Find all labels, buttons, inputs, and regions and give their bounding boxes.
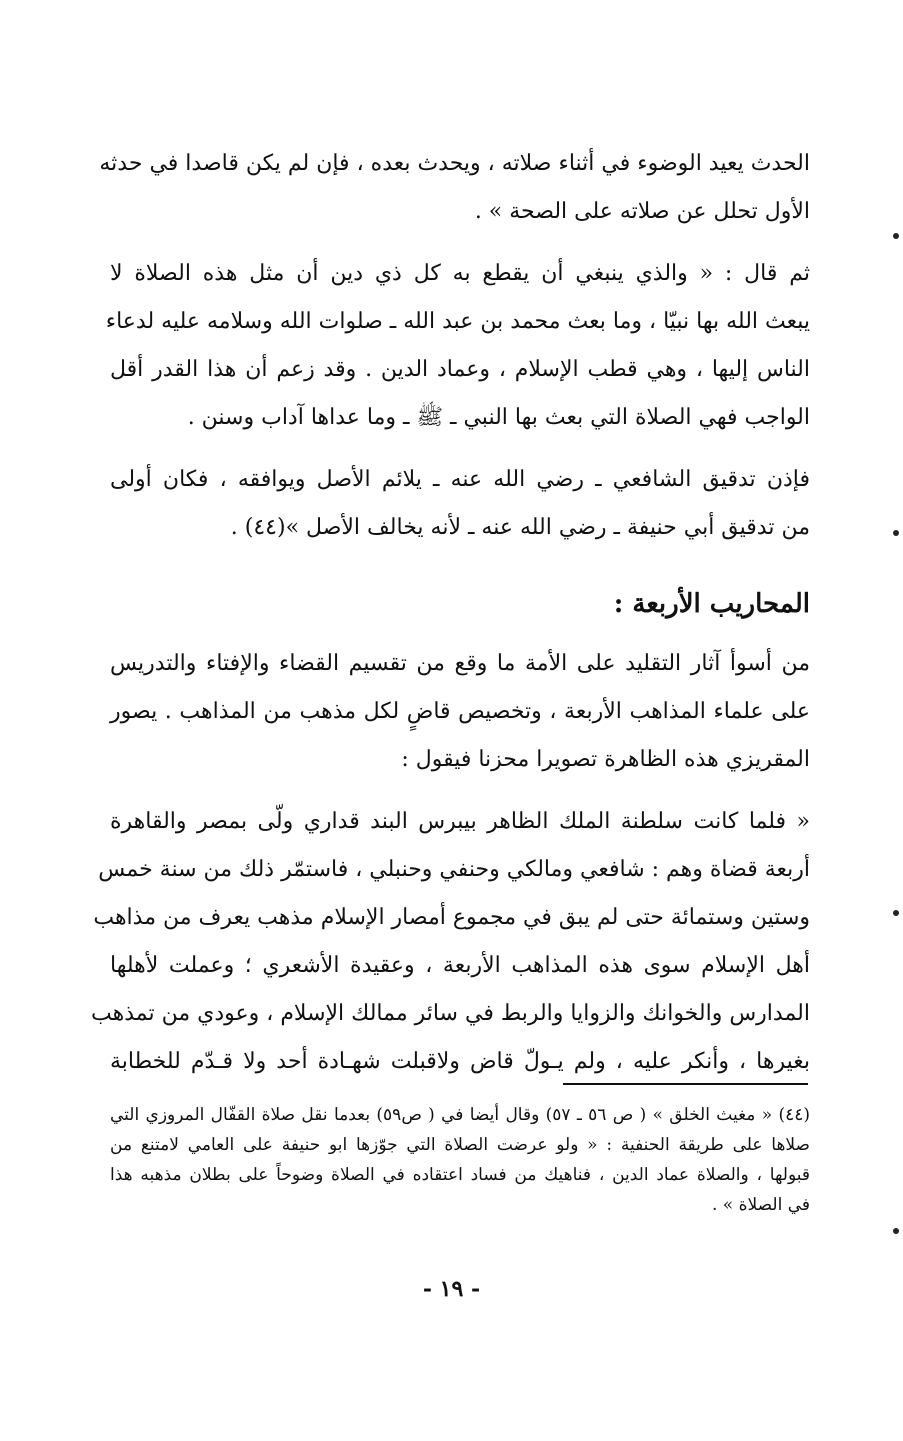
text-line: الأول تحلل عن صلاته على الصحة » . — [474, 199, 810, 224]
footnote — [110, 1100, 810, 1220]
footnote-line: (٤٤) « مغيث الخلق » ( ص ٥٦ ـ ٥٧) وقال أيضا في ( ص٥٩) بعدما نقل صلاة القفّال المروزي التي — [110, 1105, 810, 1125]
text-line: بغيرها ، وأنكر عليه ، ولم يـولّ قاض ولاقبلت شهـادة أحد ولا قـدّم للخطابة — [110, 1049, 810, 1074]
scan-mark — [893, 910, 899, 916]
footnote-line: في الصلاة » . — [711, 1195, 810, 1215]
footnote-line: قبولها ، والصلاة عماد الدين ، فناهيك من فساد اعتقاده في الصلاة وضوحاً على بطلان مذهبه هذا — [110, 1165, 810, 1185]
text-line: أربعة قضاة وهم : شافعي ومالكي وحنفي وحنبلي ، فاستمّر ذلك من سنة خمس — [98, 857, 810, 882]
footnote-line: صلاها على طريقة الحنفية : « ولو عرضت الصلاة التي جوّزها ابو حنيفة على العامي لامتنع من — [110, 1135, 810, 1155]
scan-mark — [893, 530, 899, 536]
paragraph — [90, 798, 810, 1086]
paragraph — [105, 250, 810, 442]
scan-mark — [893, 1228, 899, 1234]
page-number: - ١٩ - — [422, 1276, 481, 1302]
text-line: وستين وستمائة حتى لم يبق في مجموع أمصار الإسلام مذهب يعرف من مذاهب — [93, 905, 810, 930]
main-text — [90, 140, 810, 1100]
text-line: « فلما كانت سلطنة الملك الظاهر بيبرس البند قداري ولّى بمصر والقاهرة — [110, 809, 810, 834]
text-line: من تدقيق أبي حنيفة ـ رضي الله عنه ـ لأنه يخالف الأصل »(٤٤) . — [230, 515, 810, 540]
paragraph — [99, 140, 810, 236]
text-line: الناس إليها ، وهي قطب الإسلام ، وعماد الدين . وقد زعم أن هذا القدر أقل — [110, 357, 810, 382]
text-line: على علماء المذاهب الأربعة ، وتخصيص قاضٍ لكل مذهب من المذاهب . يصور — [110, 699, 810, 724]
text-line: المدارس والخوانك والزوايا والربط في سائر ممالك الإسلام ، وعودي من تمذهب — [90, 1001, 810, 1026]
text-line: من أسوأ آثار التقليد على الأمة ما وقع من تقسيم القضاء والإفتاء والتدريس — [110, 651, 810, 676]
text-line: يبعث الله بها نبيّا ، وما بعث محمد بن عبد الله ـ صلوات الله وسلامه عليه لدعاء — [105, 309, 810, 334]
section-heading: المحاريب الأربعة : — [613, 589, 810, 619]
text-line: ثم قال : « والذي ينبغي أن يقطع به كل ذي دين أن مثل هذه الصلاة لا — [110, 261, 810, 286]
text-line: أهل الإسلام سوى هذه المذاهب الأربعة ، وعقيدة الأشعري ؛ وعملت لأهلها — [110, 953, 810, 978]
paragraph — [110, 456, 810, 552]
scan-mark — [893, 233, 899, 239]
text-line: الحدث يعيد الوضوء في أثناء صلاته ، ويحدث بعده ، فإن لم يكن قاصدا في حدثه — [99, 151, 810, 176]
footnote-divider — [563, 1083, 808, 1085]
text-line: فإذن تدقيق الشافعي ـ رضي الله عنه ـ يلائم الأصل ويوافقه ، فكان أولى — [110, 467, 810, 492]
paragraph — [110, 640, 810, 784]
text-line: المقريزي هذه الظاهرة تصويرا محزنا فيقول : — [401, 747, 810, 772]
text-line: الواجب فهي الصلاة التي بعث بها النبي ـ ﷺ ـ وما عداها آداب وسنن . — [187, 405, 810, 430]
